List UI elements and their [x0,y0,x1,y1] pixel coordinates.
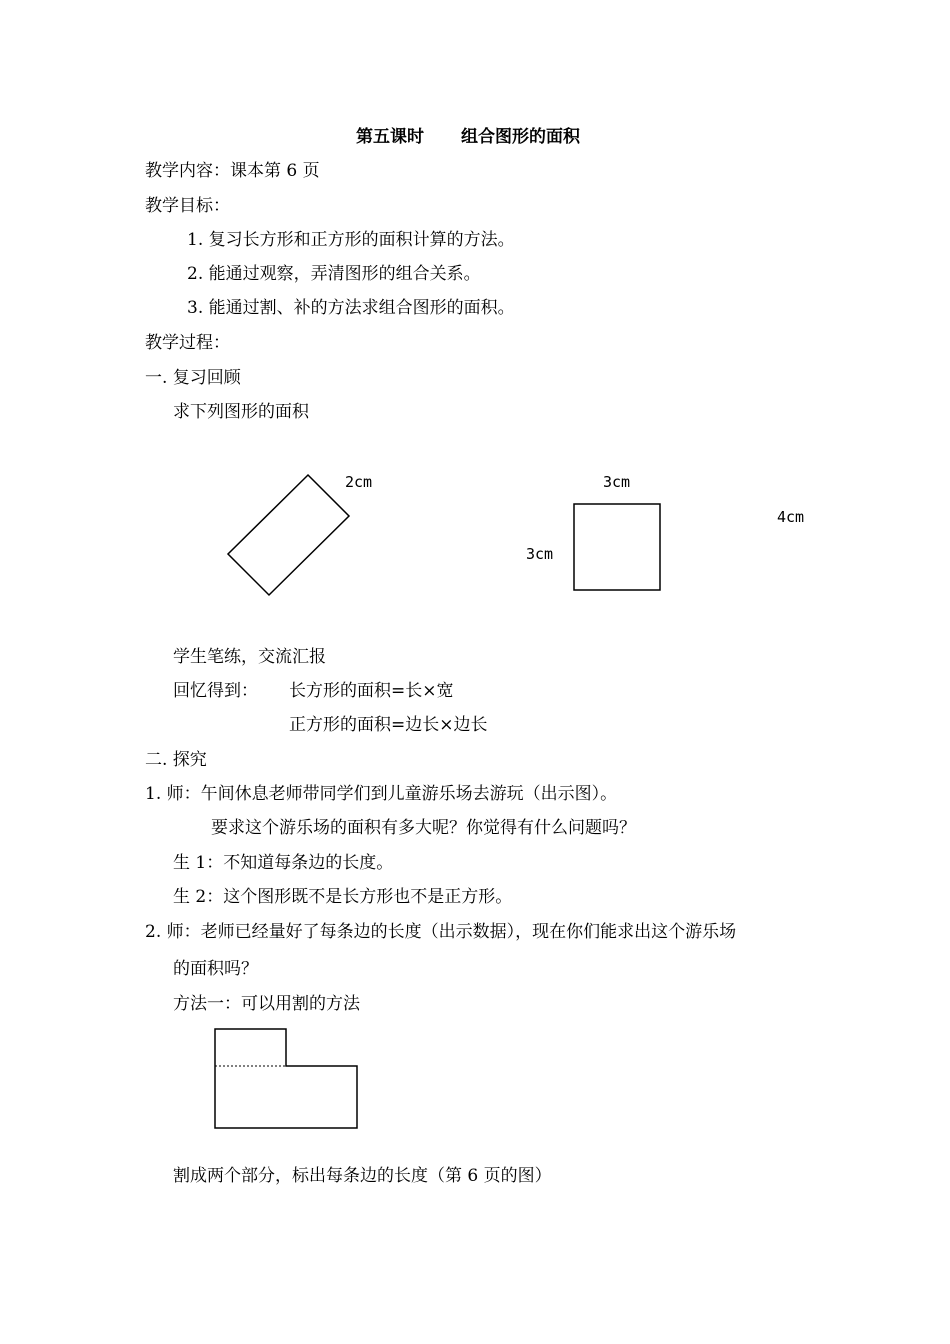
student1-answer: 生 1：不知道每条边的长度。 [173,853,394,873]
formula-square: 正方形的面积=边长×边长 [289,715,488,735]
composite-shape [215,1029,357,1128]
item2-text: 2. 师：老师已经量好了每条边的长度（出示数据），现在你们能求出这个游乐场 [145,922,737,942]
extra-length-label: 4cm [777,508,805,526]
rotated-rectangle [228,475,349,595]
item1-question: 要求这个游乐场的面积有多大呢？你觉得有什么问题吗？ [211,818,636,838]
section1-prompt: 求下列图形的面积 [173,402,309,422]
student2-answer: 生 2：这个图形既不是长方形也不是正方形。 [173,887,513,907]
square [574,504,660,590]
section1-heading: 一. 复习回顾 [145,368,241,388]
teaching-content: 教学内容：课本第 6 页 [145,161,320,181]
square-left-label: 3cm [526,545,554,563]
lesson-number: 第五课时 [356,127,424,147]
split-text: 割成两个部分，标出每条边的长度（第 6 页的图） [173,1166,552,1186]
goal-item: 1. 复习长方形和正方形的面积计算的方法。 [187,230,515,250]
item1-text: 1. 师：午间休息老师带同学们到儿童游乐场去游玩（出示图）。 [145,784,618,804]
page-title: 组合图形的面积 [461,127,580,147]
method1-text: 方法一：可以用割的方法 [173,994,360,1014]
practice-line: 学生笔练，交流汇报 [173,647,326,667]
process-heading: 教学过程： [145,333,230,353]
section2-heading: 二. 探究 [145,750,207,770]
goals-heading: 教学目标： [145,196,230,216]
recall-label: 回忆得到： [173,681,258,701]
formula-rectangle: 长方形的面积=长×宽 [289,681,454,701]
goal-item: 3. 能通过割、补的方法求组合图形的面积。 [187,298,515,318]
square-top-label: 3cm [603,473,631,491]
goal-item: 2. 能通过观察，弄清图形的组合关系。 [187,264,481,284]
rect-side-label: 2cm [345,473,373,491]
item2-text-cont: 的面积吗？ [173,959,258,979]
